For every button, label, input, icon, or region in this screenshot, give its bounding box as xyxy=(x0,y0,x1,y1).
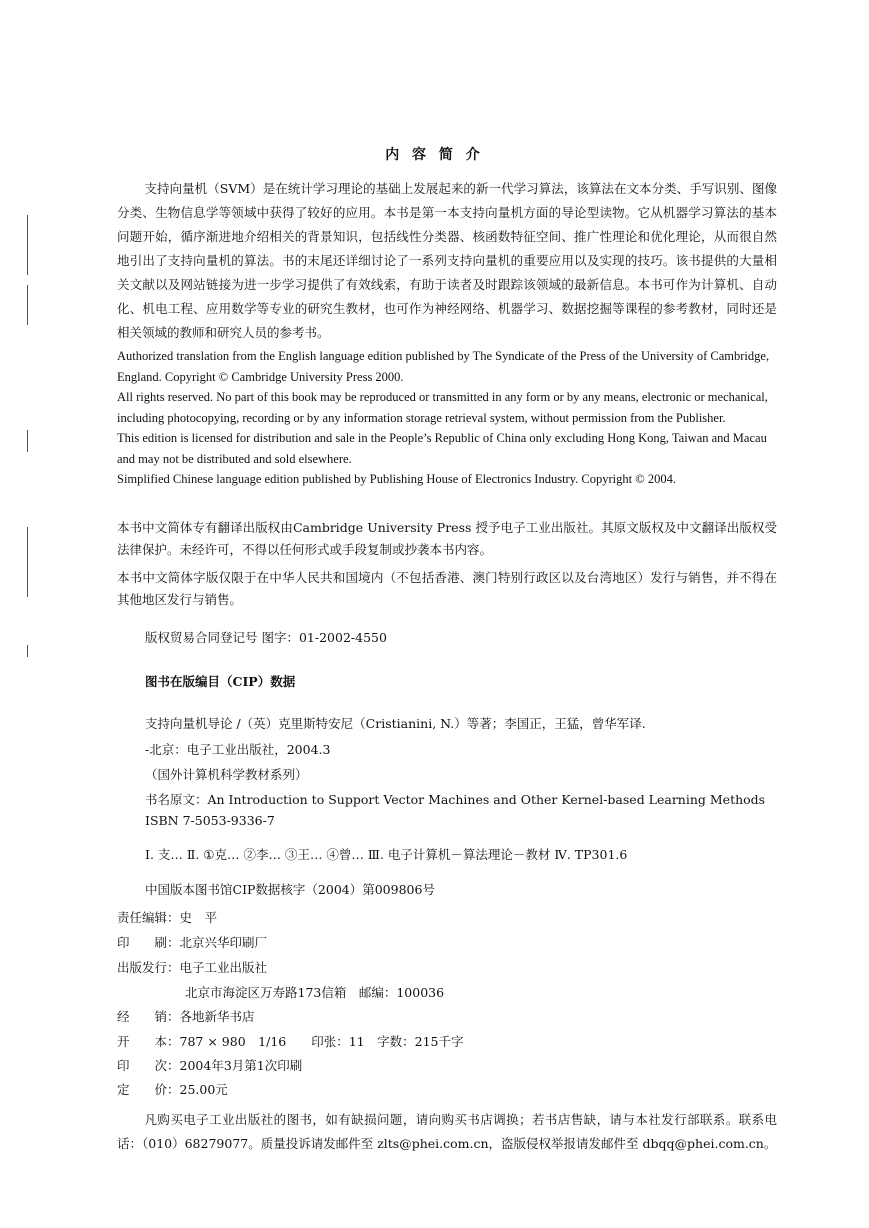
scan-artifact-line xyxy=(27,430,28,452)
cip-line-3: （国外计算机科学教材系列） xyxy=(145,767,308,782)
contract-registration: 版权贸易合同登记号 图字：01-2002-4550 xyxy=(145,630,387,645)
colophon-value: 各地新华书店 xyxy=(179,1009,255,1024)
scan-artifact-line xyxy=(27,215,28,275)
cip-line-4: 书名原文：An Introduction to Support Vector Machines and Other Kernel-based Learning Methods xyxy=(145,792,766,807)
colophon-label: 定 价： xyxy=(117,1082,180,1097)
colophon-value: 2004年3月第1次印刷 xyxy=(179,1058,303,1073)
english-paragraph-4: Simplified Chinese language edition published by Publishing House of Electronics Industry. Copyright © 2004. xyxy=(117,472,676,486)
chinese-rights-paragraph-1: 本书中文简体专有翻译出版权由Cambridge University Press 授予电子工业出版社。其原文版权及中文翻译出版权受法律保护。未经许可，不得以任何形式或手段复制或抄袭本书内容。 xyxy=(117,520,777,557)
colophon-value: 25.00元 xyxy=(179,1082,228,1097)
colophon-label: 印 次： xyxy=(117,1058,180,1073)
colophon-row xyxy=(117,933,267,951)
colophon-value: 787 × 980 1/16 印张：11 字数：215千字 xyxy=(179,1034,464,1049)
colophon-row xyxy=(117,958,267,976)
cip-line-5: ISBN 7-5053-9336-7 xyxy=(145,813,275,828)
page-title: 内 容 简 介 xyxy=(385,147,484,163)
english-paragraph-3: This edition is licensed for distribution and sale in the People’s Republic of China only excluding Hong Kong, Taiwan and Macau and may not be distributed and sold elsewhere. xyxy=(117,431,767,466)
scan-artifact-line xyxy=(27,285,28,325)
colophon-row xyxy=(117,1007,255,1025)
cip-line-6: Ⅰ. 支… Ⅱ. ①克… ②李… ③王… ④曾… Ⅲ. 电子计算机－算法理论－教材 Ⅳ. TP301.6 xyxy=(145,847,628,862)
colophon-label: 出版发行： xyxy=(117,960,180,975)
colophon-row xyxy=(117,1080,228,1098)
colophon-value: 北京兴华印刷厂 xyxy=(179,935,268,950)
colophon-address: 北京市海淀区万寿路173信箱 邮编：100036 xyxy=(185,985,445,1000)
footer-notice: 凡购买电子工业出版社的图书，如有缺损问题，请向购买书店调换；若书店售缺，请与本社发行部联系。联系电话：（010）68279077。质量投诉请发邮件至 zlts@phei.com.cn，盗版侵权举报请发邮件至 dbqq@phei.com.cn。 xyxy=(117,1112,777,1151)
cip-heading: 图书在版编目（CIP）数据 xyxy=(145,674,296,689)
colophon-label: 开 本： xyxy=(117,1034,180,1049)
cip-line-2: -北京：电子工业出版社，2004.3 xyxy=(145,742,331,757)
chinese-rights-paragraph-2: 本书中文简体字版仅限于在中华人民共和国境内（不包括香港、澳门特别行政区以及台湾地区）发行与销售，并不得在其他地区发行与销售。 xyxy=(117,570,777,607)
colophon-label: 印 刷： xyxy=(117,935,180,950)
abstract-paragraph: 支持向量机（SVM）是在统计学习理论的基础上发展起来的新一代学习算法，该算法在文本分类、手写识别、图像分类、生物信息学等领域中获得了较好的应用。本书是第一本支持向量机方面的导论型读物。它从机器学习算法的基本问题开始，循序渐进地介绍相关的背景知识，包括线性分类器、核函数特征空间、推广性理论和优化理论，从而很自然地引出了支持向量机的算法。书的末尾还详细讨论了一系列支持向量机的重要应用以及实现的技巧。该书提供的大量相关文献以及网站链接为进一步学习提供了有效线索，有助于读者及时跟踪该领域的最新信息。本书可作为计算机、自动化、机电工程、应用数学等专业的研究生教材，也可作为神经网络、机器学习、数据挖掘等课程的参考教材，同时还是相关领域的教师和研究人员的参考书。 xyxy=(117,181,777,340)
colophon-row xyxy=(117,1032,464,1050)
colophon-label: 责任编辑： xyxy=(117,910,180,925)
english-paragraph-2: All rights reserved. No part of this book may be reproduced or transmitted in any form or by any means, electronic or mechanical, including photocopying, recording or by any information storage retrieval system, without permission from the Publisher. xyxy=(117,390,768,425)
colophon-value: 电子工业出版社 xyxy=(179,960,268,975)
colophon-value: 史 平 xyxy=(179,910,218,925)
english-copyright-block xyxy=(117,346,779,490)
cip-line-1: 支持向量机导论 /（英）克里斯特安尼（Cristianini, N.）等著；李国正，王猛，曾华军译. xyxy=(145,716,646,731)
scan-artifact-line xyxy=(27,527,28,597)
colophon-row xyxy=(117,908,217,926)
colophon-label: 经 销： xyxy=(117,1009,180,1024)
scan-artifact-line xyxy=(27,645,28,657)
english-paragraph-1: Authorized translation from the English language edition published by The Syndicate of the Press of the University of Cambridge, England. Copyright © Cambridge University Press 2000. xyxy=(117,349,770,384)
cip-line-7: 中国版本图书馆CIP数据核字（2004）第009806号 xyxy=(145,882,435,897)
colophon-row xyxy=(117,1056,302,1074)
